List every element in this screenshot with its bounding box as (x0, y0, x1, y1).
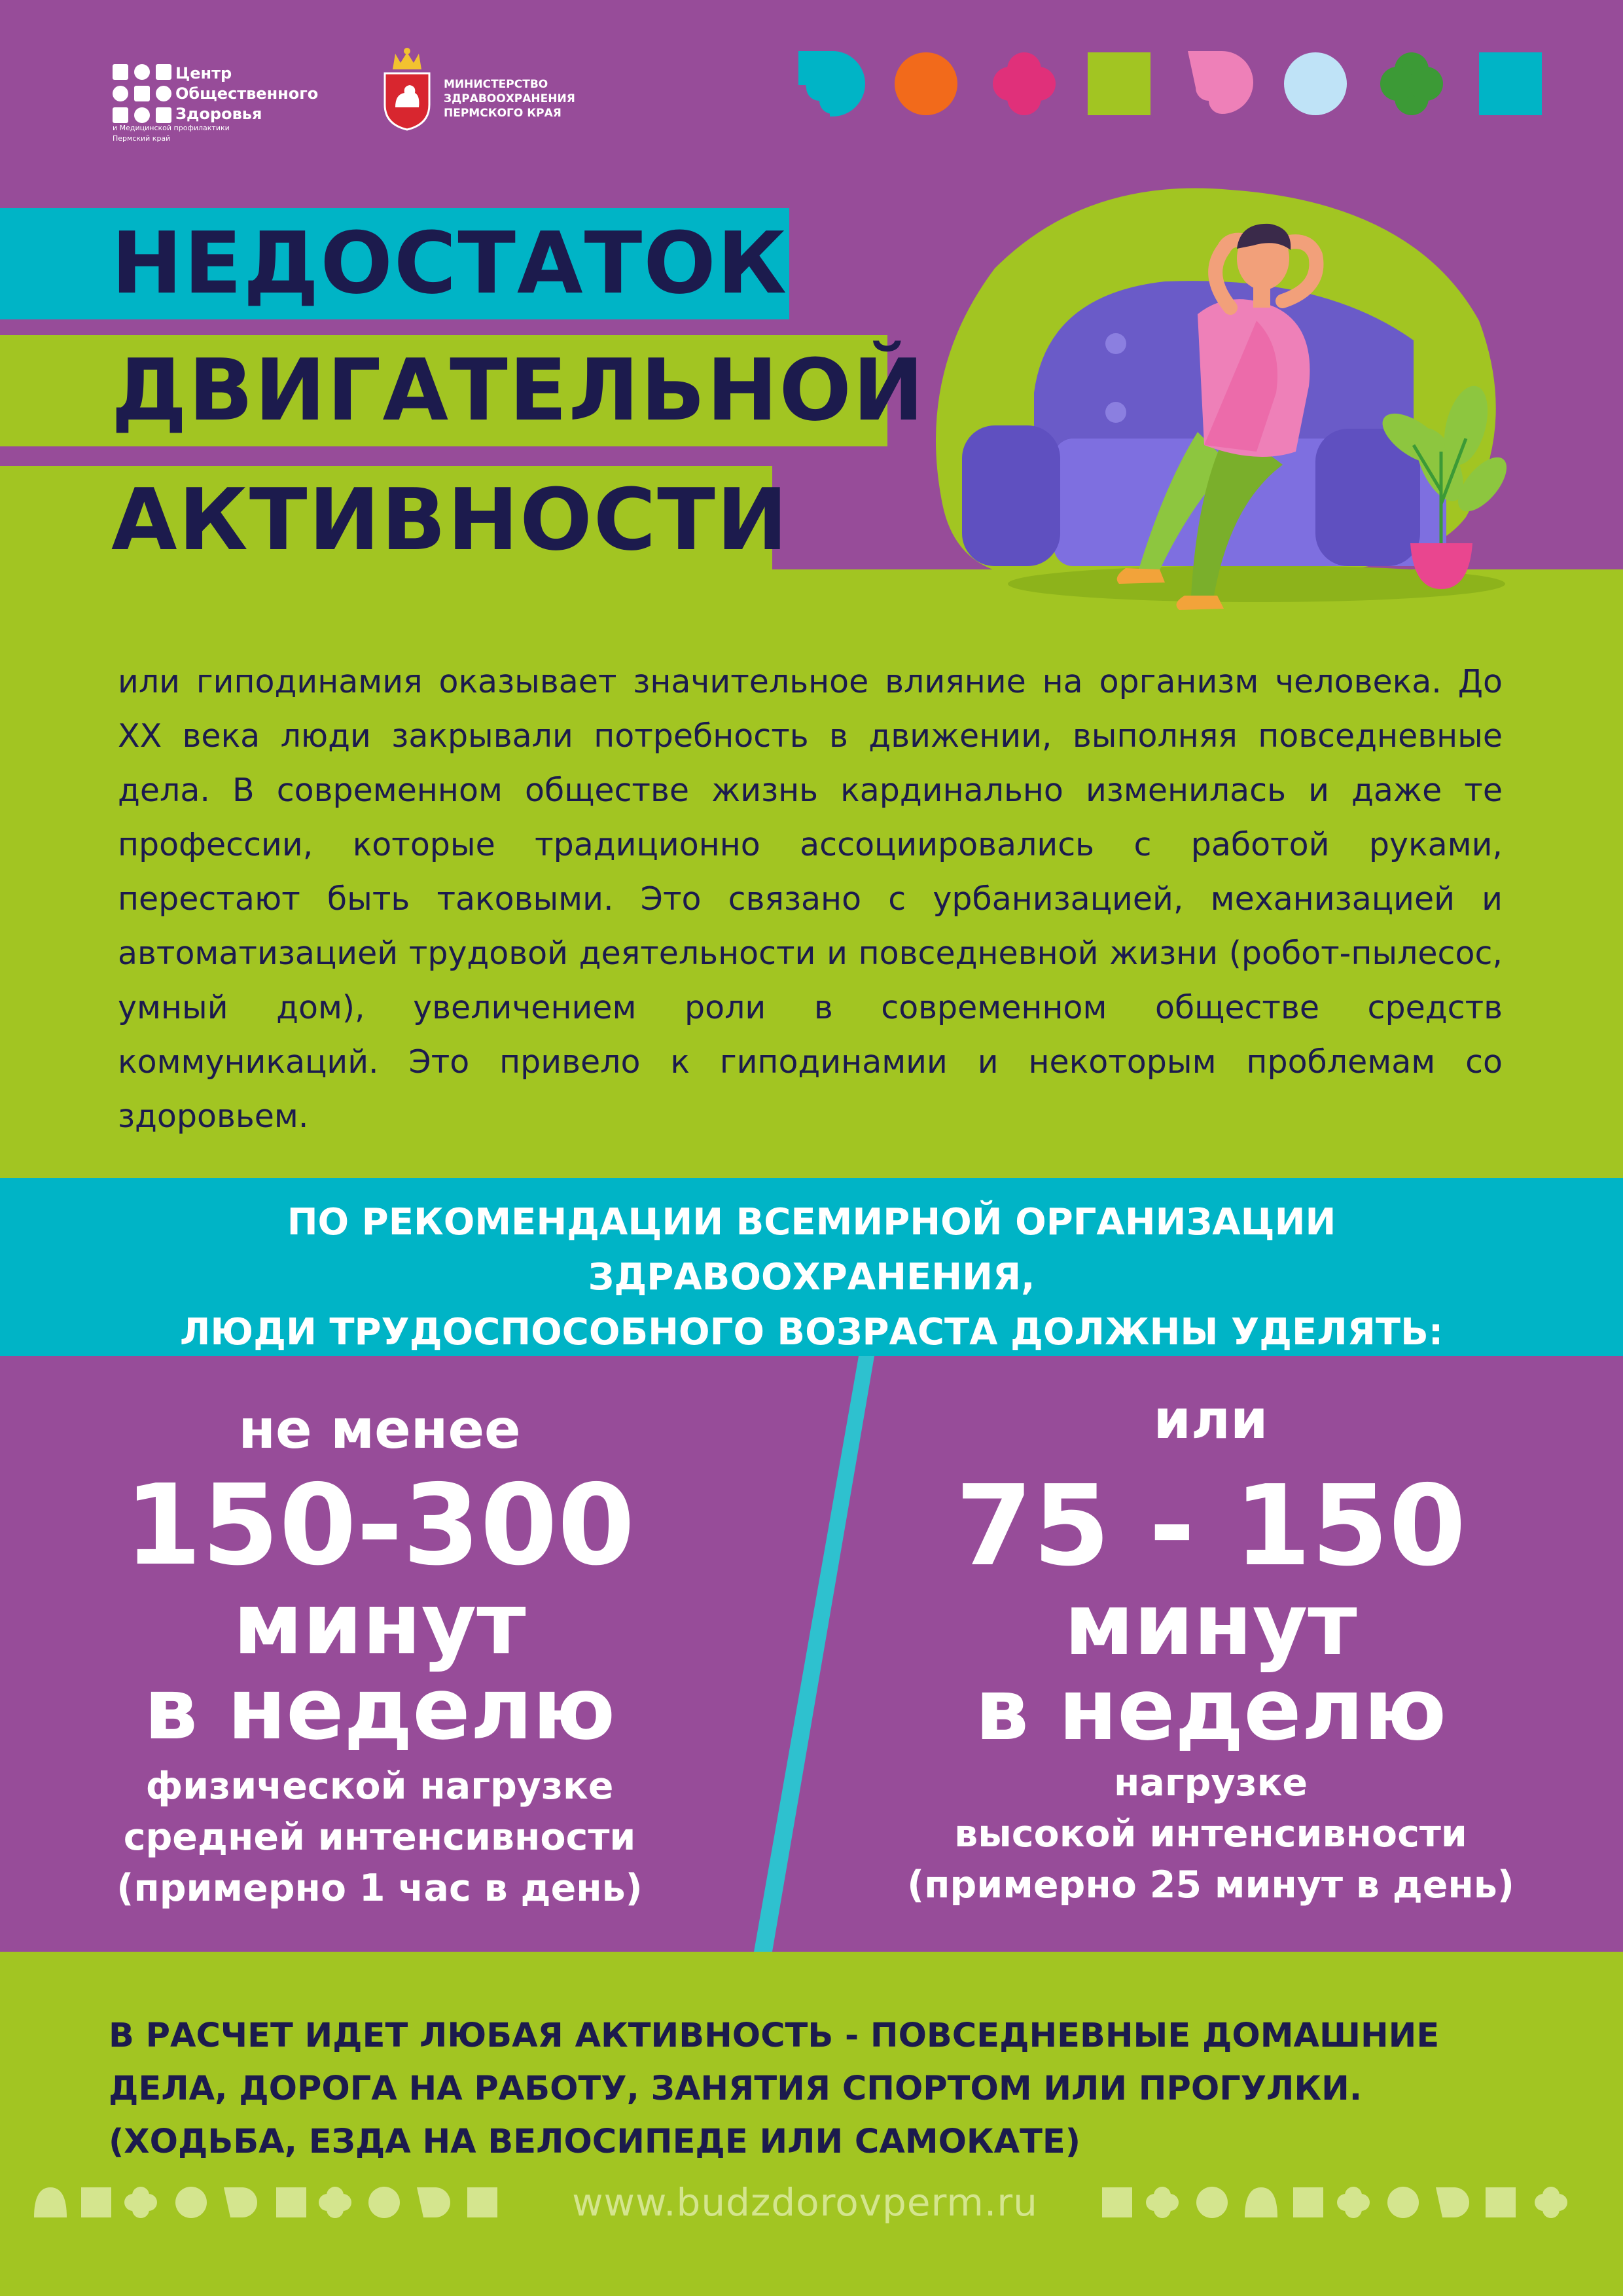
moderate-description-line-3: (примерно 1 час в день) (116, 1867, 643, 1910)
logo-name-line: Центр (175, 64, 232, 82)
footer-circle-shape (1196, 2187, 1228, 2218)
footer-circle-shape (1387, 2187, 1419, 2218)
vigorous-description-line-1: нагрузке (1113, 1761, 1308, 1804)
green-clover-shape (1380, 52, 1443, 115)
moderate-unit-line-2: в неделю (143, 1659, 616, 1759)
footer-drop-shape (1245, 2187, 1277, 2217)
public-health-center-logo-icon (113, 64, 171, 123)
vigorous-prefix: или (1153, 1389, 1268, 1451)
logo-name-line: Здоровья (175, 105, 262, 123)
vigorous-description-line-2: высокой интенсивности (954, 1812, 1467, 1856)
recommendation-line-1: ПО РЕКОМЕНДАЦИИ ВСЕМИРНОЙ ОРГАНИЗАЦИИ ЗДРАВООХРАНЕНИЯ, (287, 1201, 1336, 1299)
footer-square-shape (1102, 2187, 1132, 2217)
public-health-center-name (175, 63, 346, 124)
footer-drop-shape (1436, 2187, 1469, 2217)
footer-circle-shape (175, 2187, 207, 2218)
footer-square-shape (1486, 2187, 1516, 2217)
who-recommendation (79, 1195, 1544, 1360)
perm-krai-coat-of-arms-icon (381, 47, 433, 131)
vigorous-unit-line-1: минут (1064, 1575, 1357, 1674)
logo-subtitle-line: и Медицинской профилактики (113, 124, 230, 132)
ministry-name-line: ПЕРМСКОГО КРАЯ (444, 107, 562, 120)
moderate-prefix: не менее (238, 1399, 521, 1461)
magenta-clover-shape (993, 52, 1056, 115)
footer-circle-shape (368, 2187, 400, 2218)
moderate-unit-line-1: минут (233, 1574, 526, 1674)
footer-shapes-left (34, 2185, 512, 2220)
moderate-activity-option (92, 1394, 668, 1914)
website-link[interactable]: www.budzdorovperm.ru (572, 2180, 1038, 2225)
pink-drop-shape (1188, 51, 1253, 114)
title-line-1: НЕДОСТАТОК (111, 213, 789, 313)
footer-square-shape (276, 2187, 306, 2217)
activity-note: В РАСЧЕТ ИДЕТ ЛЮБАЯ АКТИВНОСТЬ - ПОВСЕДНЕВНЫЕ ДОМАШНИЕ ДЕЛА, ДОРОГА НА РАБОТУ, ЗАНЯТИЯ СПОРТОМ ИЛИ ПРОГУЛКИ. (ХОДЬБА, ЕЗДА НА ВЕЛОСИПЕДЕ ИЛИ САМОКАТЕ) (109, 2017, 1440, 2161)
diagonal-divider (746, 1356, 877, 1952)
vigorous-unit-line-2: в неделю (974, 1660, 1447, 1759)
footer-square-shape (1293, 2187, 1323, 2217)
light-blue-circle-shape (1284, 52, 1347, 115)
footer-shapes-right (1099, 2185, 1577, 2220)
orange-circle-shape (895, 52, 957, 115)
footer-clover-shape (319, 2187, 351, 2218)
vigorous-activity-option (897, 1384, 1525, 1910)
vigorous-amount: 75 - 150 (955, 1462, 1467, 1591)
footer-clover-shape (1146, 2187, 1179, 2218)
footer-drop-shape (417, 2187, 450, 2217)
title-line-2: ДВИГАТЕЛЬНОЙ (111, 340, 925, 440)
moderate-amount: 150-300 (124, 1461, 635, 1590)
footer-clover-shape (1337, 2187, 1370, 2218)
title-line-3: АКТИВНОСТИ (111, 470, 789, 569)
footer-clover-shape (124, 2187, 157, 2218)
footer-clover-shape (1535, 2187, 1567, 2218)
ministry-name-line: ЗДРАВООХРАНЕНИЯ (444, 92, 575, 105)
footer-square-shape (81, 2187, 111, 2217)
logo-name-line: Общественного (175, 84, 319, 103)
vigorous-description-line-3: (примерно 25 минут в день) (907, 1863, 1514, 1907)
ministry-name (444, 77, 614, 120)
decorative-shapes-row (798, 51, 1544, 118)
ministry-name-line: МИНИСТЕРСТВО (444, 78, 548, 91)
footer-drop-shape (224, 2187, 257, 2217)
recommendation-line-2: ЛЮДИ ТРУДОСПОСОБНОГО ВОЗРАСТА ДОЛЖНЫ УДЕЛЯТЬ: (179, 1311, 1444, 1354)
logo-subtitle-line: Пермский край (113, 134, 171, 143)
moderate-description-line-1: физической нагрузке (145, 1765, 614, 1808)
man-on-sofa-illustration (890, 177, 1544, 628)
footer-drop-shape (34, 2187, 67, 2217)
green-square-shape (1088, 52, 1150, 115)
public-health-center-subtitle (113, 123, 296, 144)
teal-square-shape (1479, 52, 1542, 115)
intro-paragraph: или гиподинамия оказывает значительное влияние на организм человека. До XX века люди закрывали потребность в движении, выполняя повседневные дела. В современном обществе жизнь кардинально изменилась и даже те профессии, которые традиционно ассоциировались с работой руками, перестают быть таковыми. Это связано с урбанизацией, механизацией и автоматизацией трудовой деятельности и повседневной жизни (робот-пылесос, умный дом), увеличением роли в современном обществе средств коммуникаций. Это привело к гиподинамии и некоторым проблемам со здоровьем. (118, 663, 1503, 1135)
footer-square-shape (467, 2187, 497, 2217)
moderate-description-line-2: средней интенсивности (123, 1816, 636, 1859)
teal-drop-shape (798, 51, 865, 117)
